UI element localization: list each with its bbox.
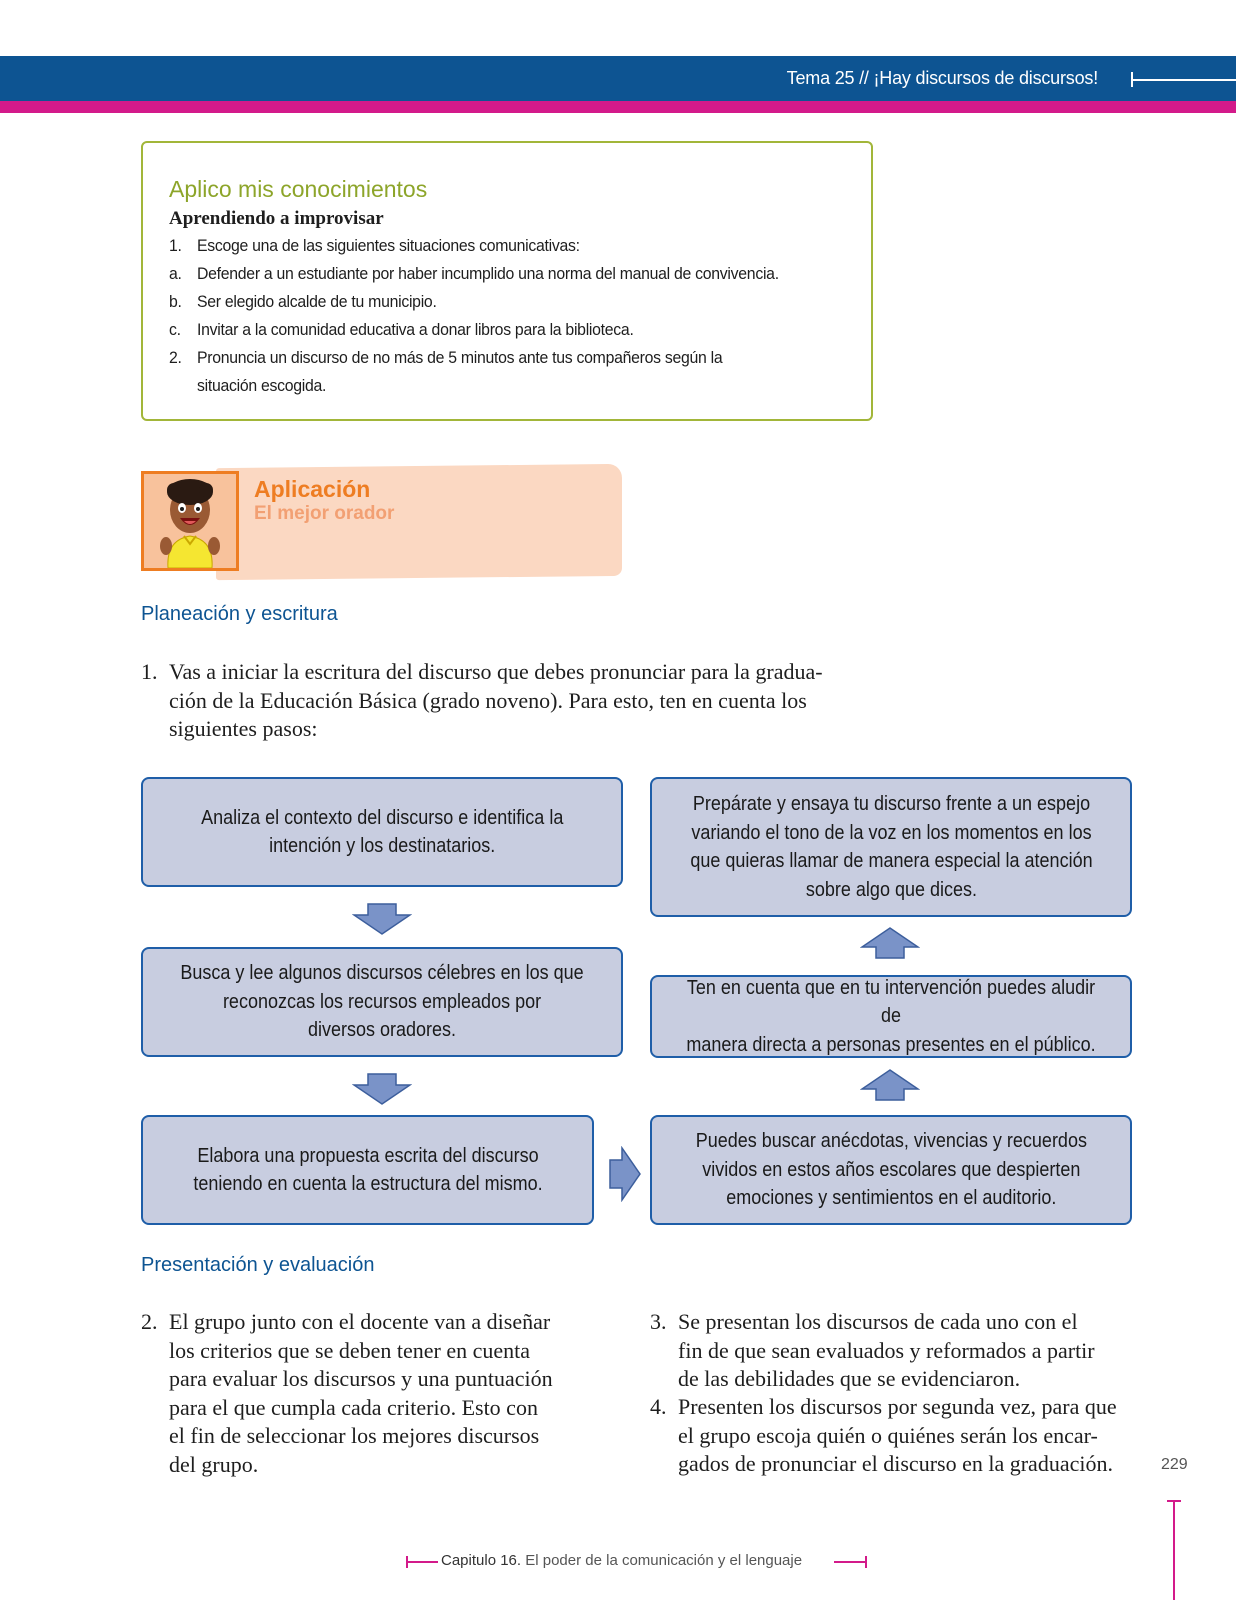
application-subtitle: El mejor orador (254, 503, 395, 524)
section-heading-planning: Planeación y escritura (141, 603, 338, 625)
paragraph-line: el grupo escoja quién o quiénes serán los encar- (678, 1422, 1098, 1448)
paragraph-line: del grupo. (169, 1451, 259, 1477)
header-accent-stripe (0, 101, 1236, 113)
arrow-up-icon (860, 927, 920, 959)
list-item: Defender a un estudiante por haber incumplido una norma del manual de convivencia. (197, 264, 779, 283)
paragraph-line: El grupo junto con el docente van a diseñar (169, 1309, 551, 1334)
paragraph-line: siguientes pasos: (169, 716, 318, 741)
list-item: Pronuncia un discurso de no más de 5 minutos ante tus compañeros según la (197, 348, 723, 367)
item-number: 2. (141, 1309, 158, 1334)
header-rule (1132, 79, 1236, 81)
paragraph-line: los criterios que se deben tener en cuenta (169, 1337, 531, 1363)
paragraph-line: Vas a iniciar la escritura del discurso que debes pronunciar para la gradua- (169, 659, 823, 684)
flow-step-line: variando el tono de la voz en los momentos en los (690, 821, 1092, 844)
paragraph-line: fin de que sean evaluados y reformados a partir (678, 1337, 1095, 1363)
flow-step-draft (141, 1115, 594, 1225)
flow-step-line: Prepárate y ensaya tu discurso frente a un espejo (692, 793, 1090, 815)
item-number: 3. (650, 1309, 667, 1334)
item-number: 4. (650, 1394, 667, 1419)
arrow-down-icon (352, 1073, 412, 1105)
footer-rule-right (834, 1561, 866, 1563)
flow-step-rehearse (650, 777, 1132, 917)
paragraph-line: para el que cumpla cada criterio. Esto con (169, 1394, 538, 1420)
paragraph-line: Presenten los discursos por segunda vez, para que (678, 1394, 1117, 1419)
paragraph-line: para evaluar los discursos y una puntuación (169, 1366, 553, 1391)
paragraph-item-1 (169, 658, 823, 744)
flow-step-line: reconozcas los recursos empleados por (222, 990, 542, 1013)
speaker-illustration (141, 471, 239, 571)
arrow-right-icon (608, 1146, 642, 1202)
flow-step-analyze (141, 777, 623, 887)
section-heading-presentation: Presentación y evaluación (141, 1254, 375, 1276)
paragraph-line: Se presentan los discursos de cada uno con el (678, 1309, 1078, 1334)
item-number: 1. (141, 659, 158, 684)
flow-step-line: Elabora una propuesta escrita del discurso (196, 1144, 539, 1167)
topic-title: Tema 25 // ¡Hay discursos de discursos! (786, 68, 1098, 88)
list-item: Ser elegido alcalde de tu municipio. (197, 292, 437, 311)
flow-step-research (141, 947, 623, 1057)
list-marker: 1. (169, 236, 182, 255)
list-marker: a. (169, 264, 182, 283)
arrow-down-icon (352, 903, 412, 935)
paragraph-item-3 (678, 1308, 1095, 1394)
paragraph-line: el fin de seleccionar los mejores discursos (169, 1423, 540, 1448)
knowledge-box-subtitle: Aprendiendo a improvisar (169, 208, 384, 229)
page-number: 229 (1161, 1456, 1188, 1473)
list-item: situación escogida. (197, 376, 327, 395)
list-marker: b. (169, 292, 182, 311)
chapter-label: Capitulo 16. (441, 1552, 522, 1569)
flow-step-line: Ten en cuenta que en tu intervención puedes aludir de (686, 976, 1096, 1028)
footer-rule-left (406, 1561, 438, 1563)
flow-step-line: diversos oradores. (307, 1019, 457, 1042)
application-title: Aplicación (254, 476, 371, 502)
paragraph-item-2 (169, 1308, 553, 1479)
chapter-title: El poder de la comunicación y el lenguaje (525, 1552, 803, 1569)
arrow-up-icon (860, 1069, 920, 1101)
paragraph-item-4 (678, 1393, 1117, 1479)
flow-step-line: sobre algo que dices. (805, 878, 977, 901)
flow-step-line: Analiza el contexto del discurso e identifica la (200, 806, 564, 829)
flow-step-anecdotes (650, 1115, 1132, 1225)
list-marker: 2. (169, 348, 182, 367)
paragraph-line: ción de la Educación Básica (grado noveno). Para esto, ten en cuenta los (169, 687, 807, 713)
margin-rule (1173, 1500, 1175, 1600)
flow-step-line: emociones y sentimientos en el auditorio. (725, 1187, 1057, 1210)
footer-rule-tick (865, 1556, 867, 1568)
paragraph-line: gados de pronunciar el discurso en la graduación. (678, 1451, 1113, 1476)
knowledge-box-title: Aplico mis conocimientos (169, 176, 428, 202)
boy-speaker-icon (144, 474, 236, 568)
flow-step-line: manera directa a personas presentes en el público. (686, 1033, 1096, 1056)
chapter-footer (441, 1552, 802, 1569)
flow-step-line: Busca y lee algunos discursos célebres en los que (180, 962, 584, 985)
flow-step-line: vividos en estos años escolares que despierten (701, 1158, 1081, 1181)
list-item: Escoge una de las siguientes situaciones comunicativas: (197, 236, 580, 255)
flow-step-line: que quieras llamar de manera especial la atención (689, 850, 1093, 872)
flow-step-line: teniendo en cuenta la estructura del mismo. (192, 1173, 543, 1195)
flow-step-line: intención y los destinatarios. (268, 835, 496, 857)
paragraph-line: de las debilidades que se evidenciaron. (678, 1366, 1021, 1391)
flow-step-audience (650, 975, 1132, 1058)
list-marker: c. (169, 320, 181, 339)
list-item: Invitar a la comunidad educativa a donar libros para la biblioteca. (197, 320, 634, 339)
flow-step-line: Puedes buscar anécdotas, vivencias y recuerdos (695, 1130, 1087, 1153)
